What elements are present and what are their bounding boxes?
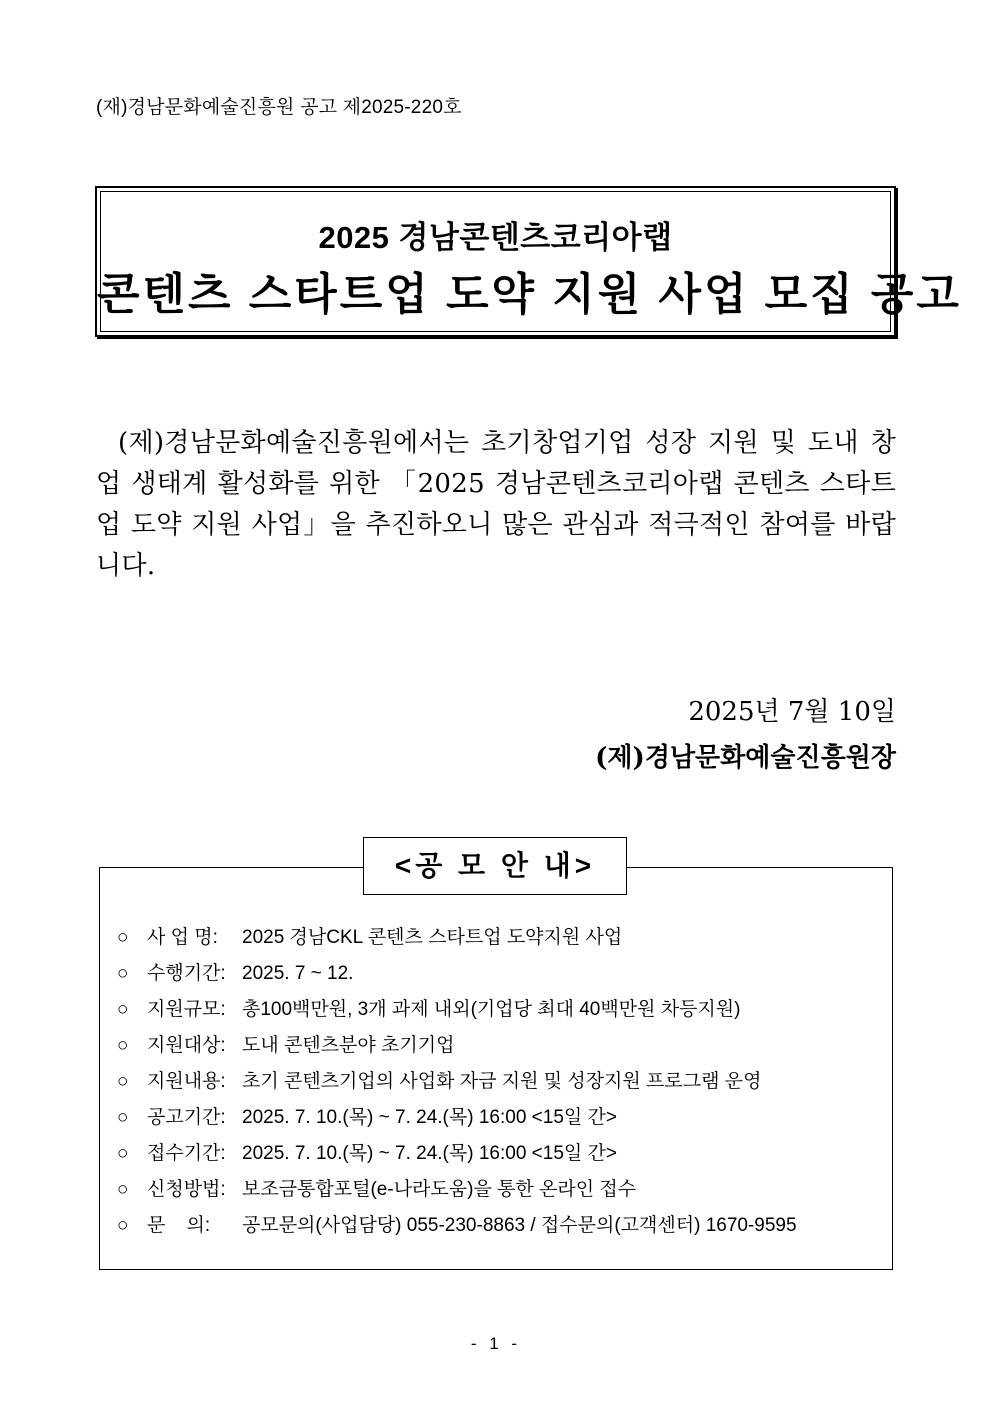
circle-bullet-icon: ○ <box>117 927 129 948</box>
info-value: 보조금통합포털(e-나라도움)을 통한 온라인 접수 <box>242 1179 637 1200</box>
circle-bullet-icon: ○ <box>117 1035 129 1056</box>
intro-text: (제)경남문화예술진흥원에서는 초기창업기업 성장 지원 및 도내 창업 생태계 활성화를 위한 「2025 경남콘텐츠코리아랩 콘텐츠 스타트업 도약 지원 사업」을 추진하오니 많은 관심과 적극적인 참여를 바랍니다. <box>96 428 896 581</box>
announcement-date: 2025년 7월 10일 <box>688 697 896 727</box>
info-heading: <공 모 안 내> <box>363 837 627 895</box>
circle-bullet-icon: ○ <box>117 1215 129 1236</box>
circle-bullet-icon: ○ <box>117 1179 129 1200</box>
info-label: 지원규모: <box>147 999 226 1020</box>
title-subheading: 2025 경남콘텐츠코리아랩 <box>318 220 673 255</box>
circle-bullet-icon: ○ <box>117 999 129 1020</box>
info-item-notice-period <box>117 1104 887 1140</box>
info-value: 총100백만원, 3개 과제 내외(기업당 최대 40백만원 차등지원) <box>242 999 741 1020</box>
info-item-content <box>117 1068 887 1104</box>
info-label: 지원대상: <box>147 1035 226 1056</box>
info-value: 초기 콘텐츠기업의 사업화 자금 지원 및 성장지원 프로그램 운영 <box>242 1071 762 1092</box>
info-value: 2025 경남CKL 콘텐츠 스타트업 도약지원 사업 <box>242 927 623 948</box>
info-item-application-period <box>117 1140 887 1176</box>
circle-bullet-icon: ○ <box>117 1071 129 1092</box>
info-item-inquiry <box>117 1212 887 1248</box>
info-label: 사 업 명: <box>147 927 218 948</box>
notice-number: (재)경남문화예술진흥원 공고 제2025-220호 <box>96 97 462 118</box>
circle-bullet-icon: ○ <box>117 1143 129 1164</box>
document-title: 콘텐츠 스타트업 도약 지원 사업 모집 공고 <box>97 270 962 319</box>
info-item-period <box>117 960 887 996</box>
circle-bullet-icon: ○ <box>117 963 129 984</box>
page-number: - 1 - <box>470 1334 522 1353</box>
info-item-scale <box>117 996 887 1032</box>
info-value: 도내 콘텐츠분야 초기기업 <box>242 1035 455 1056</box>
info-label: 접수기간: <box>147 1143 226 1164</box>
info-item-target <box>117 1032 887 1068</box>
info-value: 2025. 7. 10.(목) ~ 7. 24.(목) 16:00 <15일 간> <box>242 1107 617 1128</box>
info-label: 공고기간: <box>147 1107 226 1128</box>
info-label: 지원내용: <box>147 1071 226 1092</box>
info-value: 2025. 7. 10.(목) ~ 7. 24.(목) 16:00 <15일 간> <box>242 1143 617 1164</box>
info-label: 수행기간: <box>147 963 226 984</box>
info-label: 문 의: <box>147 1215 211 1236</box>
info-item-method <box>117 1176 887 1212</box>
info-value: 공모문의(사업담당) 055-230-8863 / 접수문의(고객센터) 1670-9595 <box>242 1215 797 1236</box>
info-label: 신청방법: <box>147 1179 226 1200</box>
circle-bullet-icon: ○ <box>117 1107 129 1128</box>
title-box <box>95 186 962 337</box>
info-list <box>117 924 887 1248</box>
issuer-name: (제)경남문화예술진흥원장 <box>595 743 896 773</box>
intro-paragraph <box>96 423 896 587</box>
info-value: 2025. 7 ~ 12. <box>242 963 354 984</box>
info-item-project-name <box>117 924 887 960</box>
